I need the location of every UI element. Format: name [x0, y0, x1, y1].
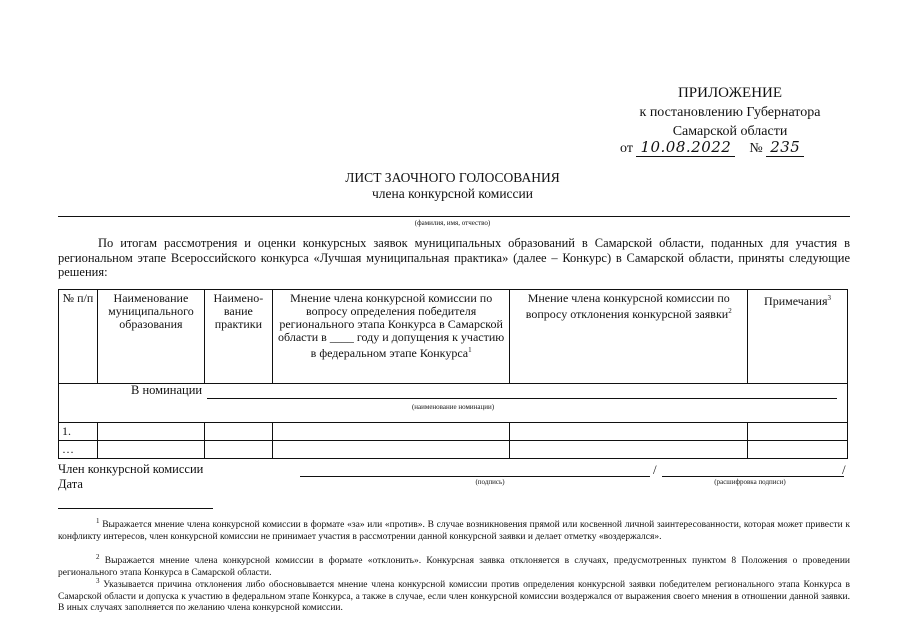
member-label: Член конкурсной комиссии [58, 462, 204, 476]
title-main: ЛИСТ ЗАОЧНОГО ГОЛОСОВАНИЯ [345, 170, 560, 185]
decode-caption: (расшифровка подписи) [714, 478, 786, 486]
document-title [0, 170, 905, 202]
footnote-3: $^3$ Указывается причина отклонения либо обосновывается мнение члена конкурсной комиссии против определения конкурсной заявки победителем регионального этапа Конкурса в Самарской области и допуска к участию в федеральном этапе Конкурса, а также в случае, если член конкурсной комиссии воздержался от выражения своего мнения в отношении данной заявки. В иных случаях заполняется по желанию члена конкурсной комиссии. [58, 577, 851, 614]
header-winner-opinion: Мнение члена конкурсной комиссии по вопросу определения победителя регионального этапа Конкурса в Самарской области в ____ году и допущения к участию в федеральном этапе Конкурса$^1$ [272, 290, 510, 384]
nomination-field-line [207, 398, 837, 399]
title-sub: члена конкурсной комиссии [372, 186, 533, 201]
decree-date-line [620, 138, 804, 157]
decree-date: 10.08.2022 [636, 138, 735, 157]
footnote-2: $^2$ Выражается мнение члена конкурсной комиссии в формате «отклонить». Конкурсная заявка отклоняется в случаях, предусмотренных пунктом 8 Положения о проведении регионального этапа Конкурса в Самарской области. [58, 553, 850, 578]
appendix-line-region: Самарской области [672, 124, 788, 139]
intro-paragraph: По итогам рассмотрения и оценки конкурсных заявок муниципальных образований в Самарской области, поданных для участия в региональном этапе Всероссийского конкурса «Лучшая муниципальная практика» (далее – Конкурс) в Самарской области, приняты следующие решения: [58, 236, 850, 279]
nomination-label: В номинации [131, 383, 203, 397]
decode-slash: / [842, 462, 846, 477]
voting-table [58, 289, 848, 459]
header-municipality: Наименование муниципального образования [97, 290, 204, 384]
nomination-cell [59, 384, 848, 423]
table-header-row [59, 290, 848, 384]
decree-number: 235 [766, 138, 804, 157]
signature-labels [58, 462, 203, 492]
row-number: … [59, 441, 98, 459]
date-prefix: от [620, 141, 633, 156]
row-number: 1. [59, 423, 98, 441]
nomination-caption: (наименование номинации) [411, 403, 495, 411]
fio-field-line [58, 216, 850, 217]
decode-field-line [662, 476, 844, 477]
table-row [59, 441, 848, 459]
fio-caption: (фамилия, имя, отчество) [414, 219, 491, 227]
signature-field-line [300, 476, 650, 477]
appendix-block [600, 84, 860, 141]
footnote-1: $^1$ Выражается мнение члена конкурсной комиссии в формате «за» или «против». В случае возникновения прямой или косвенной личной заинтересованности, которая может привести к конфликту интересов, член конкурсной комиссии не принимает участия в рассмотрении данной конкурсной заявки и делает отметку «воздержался». [58, 517, 851, 542]
nomination-row [59, 384, 848, 423]
appendix-line-decree: к постановлению Губернатора [639, 105, 821, 120]
date-label: Дата [58, 477, 83, 491]
number-prefix: № [749, 141, 763, 156]
signature-slash: / [653, 462, 657, 477]
header-reject-opinion: Мнение члена конкурсной комиссии по вопросу отклонения конкурсной заявки$^2$ [510, 290, 748, 384]
table-row [59, 423, 848, 441]
header-practice: Наимено-вание практики [204, 290, 272, 384]
header-number: № п/п [59, 290, 98, 384]
header-notes: Примечания$^3$ [748, 290, 848, 384]
appendix-heading: ПРИЛОЖЕНИЕ [677, 85, 783, 101]
footnote-separator [58, 508, 213, 509]
signature-caption: (подпись) [475, 478, 505, 486]
